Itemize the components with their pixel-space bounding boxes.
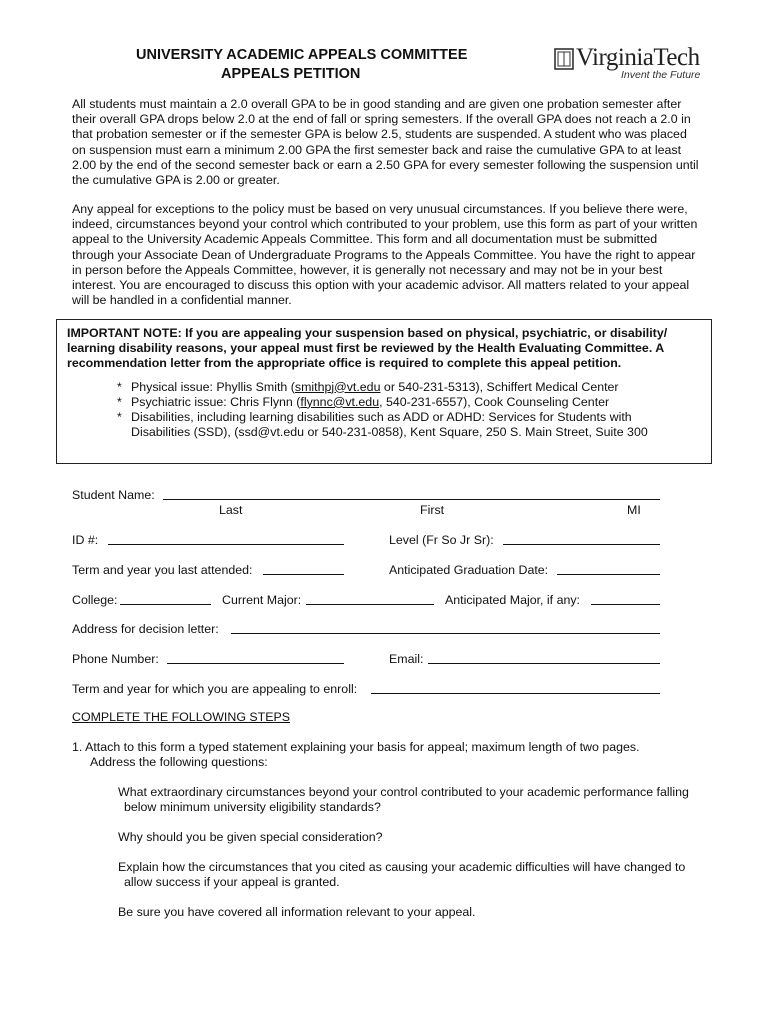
question-1: What extraordinary circumstances beyond your control contributed to your academic performance falling below minimum university eligibility standards? — [118, 785, 689, 815]
steps-heading: COMPLETE THE FOLLOWING STEPS — [72, 710, 291, 724]
term-last-attended-field[interactable] — [263, 574, 344, 575]
policy-paragraph: All students must maintain a 2.0 overall GPA to be in good standing and are given one probation semester after their overall GPA drops below 2.0 at the end of fall or spring semesters. If the overall GPA does not reach a 2.0 in that probation semester or if the semester GPA is below 2.5, students are suspended. A student who was placed on suspension must earn a minimum 2.00 GPA the first semester back and raise the cumulative GPA to at least 2.00 by the end of the second semester back or earn a 2.50 GPA for every semester following the suspension until the cumulative GPA is 2.00 or greater. — [72, 97, 699, 188]
vt-emblem-icon — [554, 48, 574, 70]
title-line-1: UNIVERSITY ACADEMIC APPEALS COMMITTEE — [136, 47, 468, 63]
bullet-icon: * — [117, 379, 122, 394]
level-label: Level (Fr So Jr Sr): — [389, 533, 494, 547]
college-label: College: — [72, 593, 118, 607]
level-field[interactable] — [503, 544, 660, 545]
bullet-icon: * — [117, 410, 122, 425]
anticipated-major-label: Anticipated Major, if any: — [445, 593, 580, 607]
term-enroll-field[interactable] — [371, 693, 660, 694]
logo-wordmark: VirginiaTech — [576, 44, 700, 71]
first-name-caption: First — [420, 503, 445, 517]
question-4: Be sure you have covered all information relevant to your appeal. — [118, 905, 476, 919]
id-label: ID #: — [72, 533, 99, 547]
page-title — [136, 46, 467, 84]
bullet-icon: * — [117, 394, 122, 409]
email-field[interactable] — [428, 663, 660, 664]
important-note-box — [56, 319, 712, 464]
physical-email-link[interactable]: smithpj@vt.edu — [294, 379, 381, 394]
current-major-field[interactable] — [306, 604, 434, 605]
step-1: 1. Attach to this form a typed statement explaining your basis for appeal; maximum length of two pages. Address the following questions: — [72, 740, 640, 770]
list-item-psychiatric: * Psychiatric issue: Chris Flynn (flynnc@vt.edu, 540-231-6557), Cook Counseling Center — [117, 394, 610, 409]
appeal-paragraph: Any appeal for exceptions to the policy must be based on very unusual circumstances. If you believe there were, indeed, circumstances beyond your control which contributed to your problem, use this form as part of your written appeal to the University Academic Appeals Committee. This form and all documentation must be submitted through your Associate Dean of Undergraduate Programs to the Appeals Committee. You have the right to appear in person before the Appeals Committee, however, it is generally not necessary and may not be in your best interest. You are encouraged to discuss this option with your academic advisor. All matters related to your appeal will be handled in a confidential manner. — [72, 202, 698, 308]
last-name-caption: Last — [219, 503, 243, 517]
term-last-attended-label: Term and year you last attended: — [72, 563, 253, 577]
id-field[interactable] — [108, 544, 344, 545]
graduation-date-label: Anticipated Graduation Date: — [389, 563, 549, 577]
important-note-heading: IMPORTANT NOTE: If you are appealing your suspension based on physical, psychiatric, or disability/ learning disability reasons, your appeal must first be reviewed by the Health Evaluating Committee. A recommendation letter from the appropriate office is required to complete this appeal petition. — [67, 326, 668, 371]
middle-initial-caption: MI — [627, 503, 641, 517]
student-name-label: Student Name: — [72, 488, 155, 502]
virginia-tech-logo — [554, 44, 720, 84]
question-3: Explain how the circumstances that you cited as causing your academic difficulties will have changed to allow success if your appeal is granted. — [118, 860, 686, 890]
title-line-2: APPEALS PETITION — [221, 66, 361, 82]
psychiatric-email-link[interactable]: flynnc@vt.edu — [300, 394, 380, 409]
student-name-field[interactable] — [163, 499, 660, 500]
college-field[interactable] — [120, 604, 211, 605]
anticipated-major-field[interactable] — [591, 604, 660, 605]
graduation-date-field[interactable] — [557, 574, 660, 575]
address-field[interactable] — [231, 633, 660, 634]
list-item-disabilities: * Disabilities, including learning disabilities such as ADD or ADHD: Services for Students with Disabilities (SSD), (ssd@vt.edu or 540-231-0858), Kent Square, 250 S. Main Street, Suite 300 — [117, 410, 648, 440]
phone-field[interactable] — [167, 663, 344, 664]
list-item-physical: * Physical issue: Phyllis Smith (smithpj@vt.edu or 540-231-5313), Schiffert Medical Center — [117, 379, 619, 394]
current-major-label: Current Major: — [222, 593, 302, 607]
phone-label: Phone Number: — [72, 652, 159, 666]
term-enroll-label: Term and year for which you are appealing to enroll: — [72, 682, 358, 696]
email-label: Email: — [389, 652, 424, 666]
logo-tagline: Invent the Future — [621, 69, 701, 81]
address-label: Address for decision letter: — [72, 622, 219, 636]
question-2: Why should you be given special consideration? — [118, 830, 383, 844]
contact-list — [67, 380, 701, 441]
